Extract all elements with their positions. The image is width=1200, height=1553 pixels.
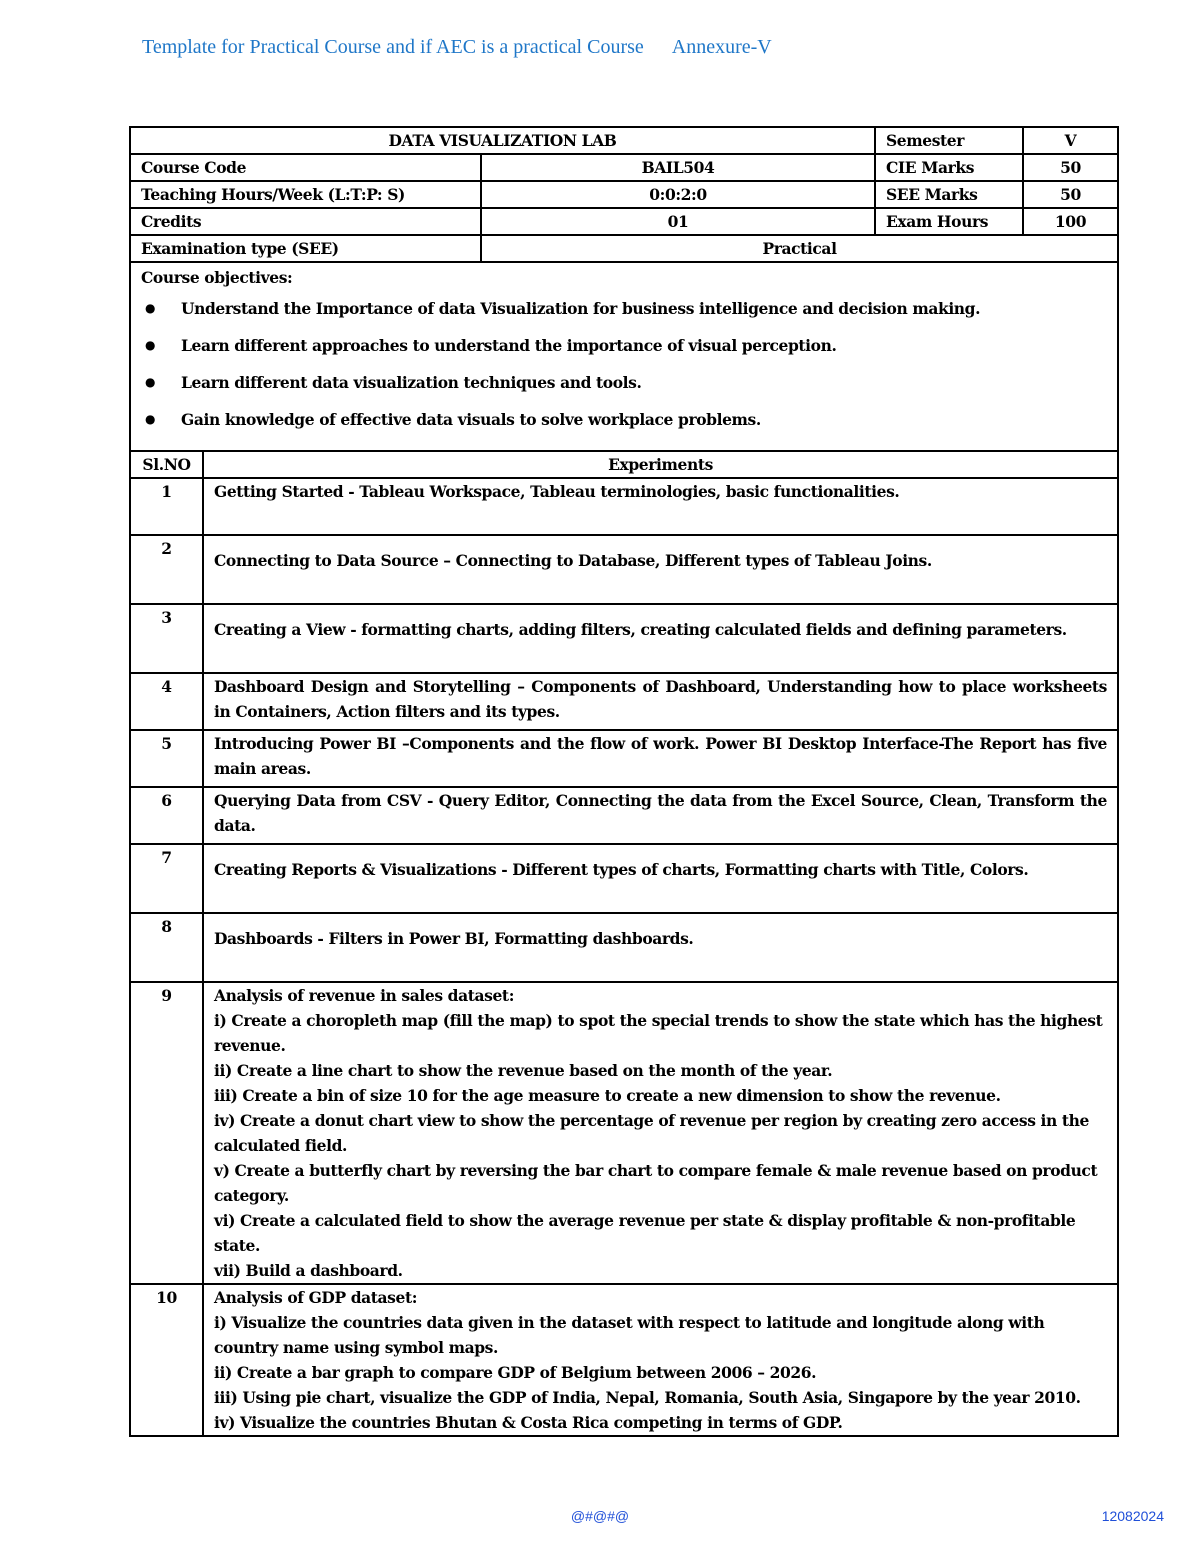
- credits-label: Credits: [130, 208, 481, 235]
- experiment-text: Dashboard Design and Storytelling – Components of Dashboard, Understanding how to place worksheets in Containers, Action filters and its types.: [203, 673, 1118, 730]
- experiment-10-text: [203, 1284, 1118, 1436]
- teaching-row: [130, 181, 1118, 208]
- exam-type-label: Examination type (SEE): [130, 235, 481, 262]
- exam-type-value: Practical: [481, 235, 1118, 262]
- objectives-heading: Course objectives:: [141, 268, 293, 287]
- objectives-row: [130, 262, 1118, 451]
- experiment-number: 8: [130, 913, 203, 982]
- semester-label: Semester: [875, 127, 1023, 154]
- experiment-row: [130, 604, 1118, 673]
- experiment-line: iii) Create a bin of size 10 for the age measure to create a new dimension to show the revenue.: [214, 1086, 1001, 1105]
- sl-no-header: Sl.NO: [130, 451, 203, 478]
- experiment-line: Analysis of GDP dataset:: [214, 1288, 418, 1307]
- objective-item: ● Gain knowledge of effective data visuals to solve workplace problems.: [141, 407, 1107, 432]
- experiment-9-text: [203, 982, 1118, 1284]
- experiment-number: 7: [130, 844, 203, 913]
- experiment-row: [130, 478, 1118, 535]
- course-code-label: Course Code: [130, 154, 481, 181]
- exam-hours-value: 100: [1023, 208, 1118, 235]
- experiment-row: [130, 730, 1118, 787]
- page-header: [142, 36, 772, 59]
- objective-item: ● Understand the Importance of data Visualization for business intelligence and decision making.: [141, 296, 1107, 321]
- experiment-number: 9: [130, 982, 203, 1284]
- experiment-row: [130, 673, 1118, 730]
- objective-item: ● Learn different approaches to understand the importance of visual perception.: [141, 333, 1107, 358]
- experiment-number: 2: [130, 535, 203, 604]
- teaching-value: 0:0:2:0: [481, 181, 875, 208]
- experiment-number: 3: [130, 604, 203, 673]
- course-table: [129, 126, 1119, 1437]
- experiment-row: [130, 844, 1118, 913]
- cie-value: 50: [1023, 154, 1118, 181]
- course-code-row: [130, 154, 1118, 181]
- objective-item: ● Learn different data visualization techniques and tools.: [141, 370, 1107, 395]
- experiment-text: Getting Started - Tableau Workspace, Tableau terminologies, basic functionalities.: [203, 478, 1118, 535]
- experiment-row: [130, 913, 1118, 982]
- course-name: DATA VISUALIZATION LAB: [130, 127, 875, 154]
- header-title: Template for Practical Course and if AEC is a practical Course: [142, 36, 644, 58]
- experiment-number: 5: [130, 730, 203, 787]
- exam-type-row: [130, 235, 1118, 262]
- teaching-label: Teaching Hours/Week (L:T:P: S): [130, 181, 481, 208]
- experiment-line: vii) Build a dashboard.: [214, 1261, 403, 1280]
- experiment-line: ii) Create a bar graph to compare GDP of Belgium between 2006 – 2026.: [214, 1363, 817, 1382]
- footer-date: 12082024: [1101, 1508, 1164, 1524]
- experiment-line: i) Create a choropleth map (fill the map) to spot the special trends to show the state which has the highest revenue.: [214, 1011, 1103, 1055]
- experiment-text: Creating Reports & Visualizations - Different types of charts, Formatting charts with Title, Colors.: [203, 844, 1118, 913]
- experiment-line: Analysis of revenue in sales dataset:: [214, 986, 515, 1005]
- experiment-number: 1: [130, 478, 203, 535]
- experiment-row-10: [130, 1284, 1118, 1436]
- experiment-text: Dashboards - Filters in Power BI, Formatting dashboards.: [203, 913, 1118, 982]
- credits-row: [130, 208, 1118, 235]
- experiment-line: vi) Create a calculated field to show the average revenue per state & display profitable & non-profitable state.: [214, 1211, 1076, 1255]
- experiment-line: iii) Using pie chart, visualize the GDP of India, Nepal, Romania, South Asia, Singapore by the year 2010.: [214, 1388, 1081, 1407]
- course-code-value: BAIL504: [481, 154, 875, 181]
- see-value: 50: [1023, 181, 1118, 208]
- experiment-text: Connecting to Data Source – Connecting to Database, Different types of Tableau Joins.: [203, 535, 1118, 604]
- experiments-header: Experiments: [203, 451, 1118, 478]
- cie-label: CIE Marks: [875, 154, 1023, 181]
- objectives-list: [141, 296, 1107, 432]
- experiment-line: v) Create a butterfly chart by reversing the bar chart to compare female & male revenue based on product category.: [214, 1161, 1098, 1205]
- experiments-header-row: [130, 451, 1118, 478]
- experiment-number: 6: [130, 787, 203, 844]
- semester-value: V: [1023, 127, 1118, 154]
- exam-hours-label: Exam Hours: [875, 208, 1023, 235]
- experiment-line: iv) Visualize the countries Bhutan & Costa Rica competing in terms of GDP.: [214, 1413, 843, 1432]
- objectives-cell: [130, 262, 1118, 451]
- experiment-text: Creating a View - formatting charts, adding filters, creating calculated fields and defining parameters.: [203, 604, 1118, 673]
- credits-value: 01: [481, 208, 875, 235]
- experiment-line: ii) Create a line chart to show the revenue based on the month of the year.: [214, 1061, 833, 1080]
- course-title-row: [130, 127, 1118, 154]
- experiment-line: i) Visualize the countries data given in the dataset with respect to latitude and longitude along with country name using symbol maps.: [214, 1313, 1045, 1357]
- experiment-number: 4: [130, 673, 203, 730]
- experiment-text: Introducing Power BI –Components and the flow of work. Power BI Desktop Interface-The Report has five main areas.: [203, 730, 1118, 787]
- footer-marker: @#@#@: [570, 1508, 630, 1524]
- header-annexure: Annexure-V: [671, 36, 772, 58]
- experiment-text: Querying Data from CSV - Query Editor, Connecting the data from the Excel Source, Clean, Transform the data.: [203, 787, 1118, 844]
- experiment-row: [130, 535, 1118, 604]
- see-label: SEE Marks: [875, 181, 1023, 208]
- experiment-row-9: [130, 982, 1118, 1284]
- experiment-number: 10: [130, 1284, 203, 1436]
- experiment-line: iv) Create a donut chart view to show the percentage of revenue per region by creating zero access in the calculated field.: [214, 1111, 1089, 1155]
- experiment-row: [130, 787, 1118, 844]
